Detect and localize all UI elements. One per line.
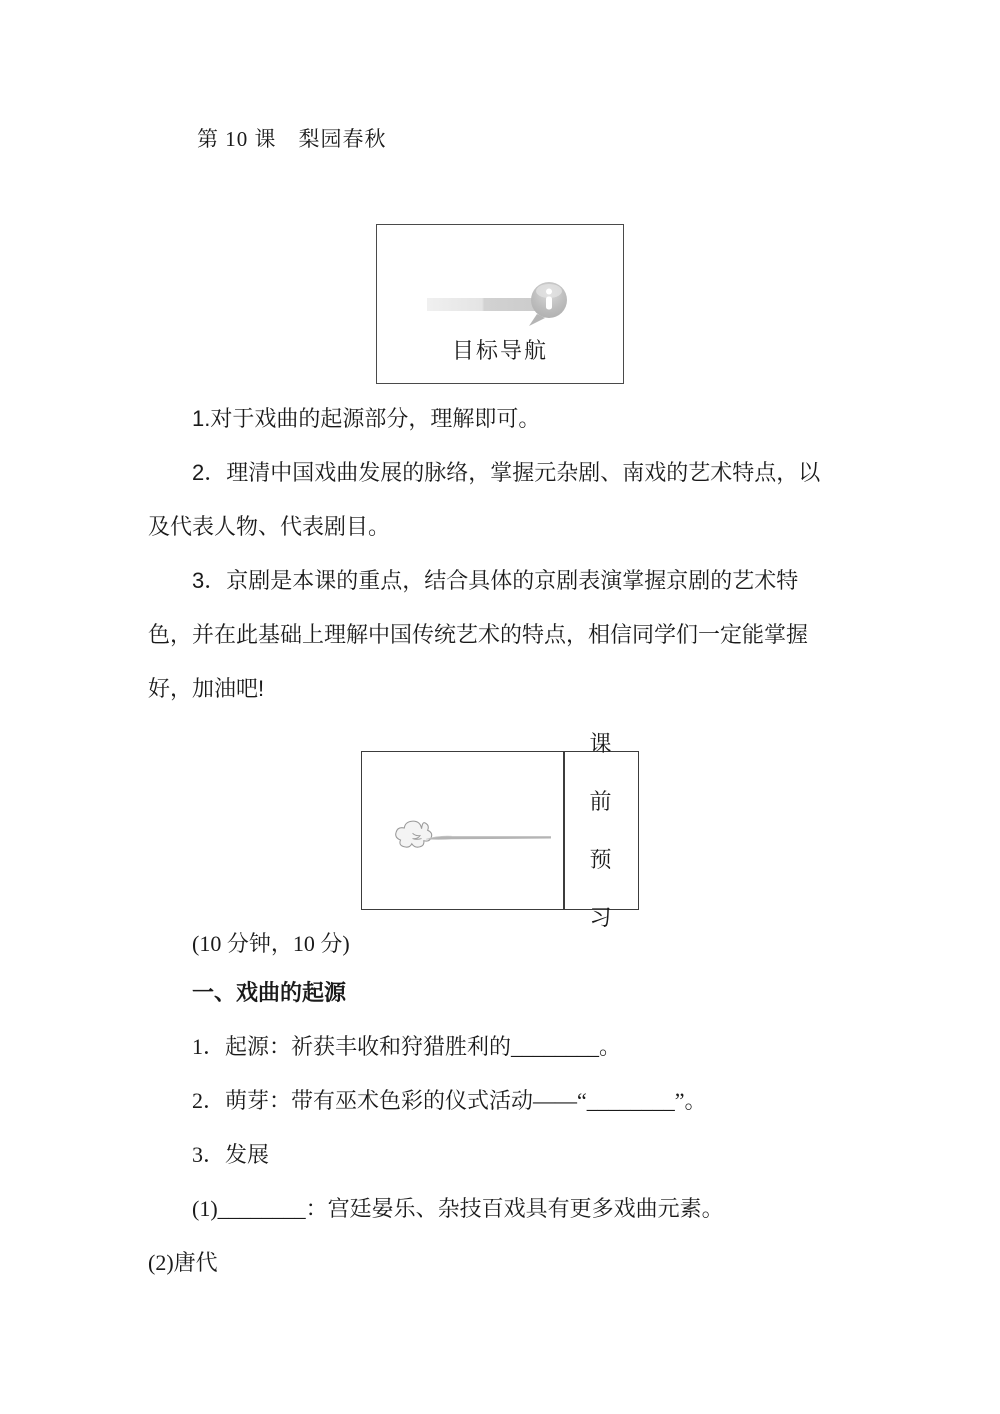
objective-3: 3．京剧是本课的重点，结合具体的京剧表演掌握京剧的艺术特色，并在此基础上理解中国传统艺术的特点，相信同学们一定能掌握好，加油吧! xyxy=(148,568,809,701)
page-title: 第 10 课 梨园春秋 xyxy=(197,127,387,151)
pre-class-preview-box xyxy=(361,730,639,930)
objective-1: 1.对于戏曲的起源部分，理解即可。 xyxy=(192,406,541,431)
fill-item-development-1: (1)________：宫廷晏乐、杂技百戏具有更多戏曲元素。 xyxy=(192,1196,724,1221)
objective-2: 2．理清中国戏曲发展的脉络，掌握元杂剧、南戏的艺术特点，以及代表人物、代表剧目。 xyxy=(148,460,821,539)
goal-navigation-label: 目标导航 xyxy=(451,338,548,363)
fill-item-development: 3．发展 xyxy=(192,1142,270,1167)
fill-item-sprout: 2．萌芽：带有巫术色彩的仪式活动——“________”。 xyxy=(192,1088,707,1113)
pre-class-preview-label: 课前预习 xyxy=(589,730,614,930)
section-heading: 一、戏曲的起源 xyxy=(192,980,347,1005)
info-bubble-icon xyxy=(425,225,575,334)
fill-item-development-2-tang: (2)唐代 xyxy=(148,1250,218,1275)
fill-item-origin: 1．起源：祈获丰收和狩猎胜利的________。 xyxy=(192,1034,622,1059)
goal-navigation-box xyxy=(376,224,624,384)
cloud-scroll-icon xyxy=(362,752,565,909)
quiz-time-score: (10 分钟，10 分) xyxy=(192,931,350,956)
